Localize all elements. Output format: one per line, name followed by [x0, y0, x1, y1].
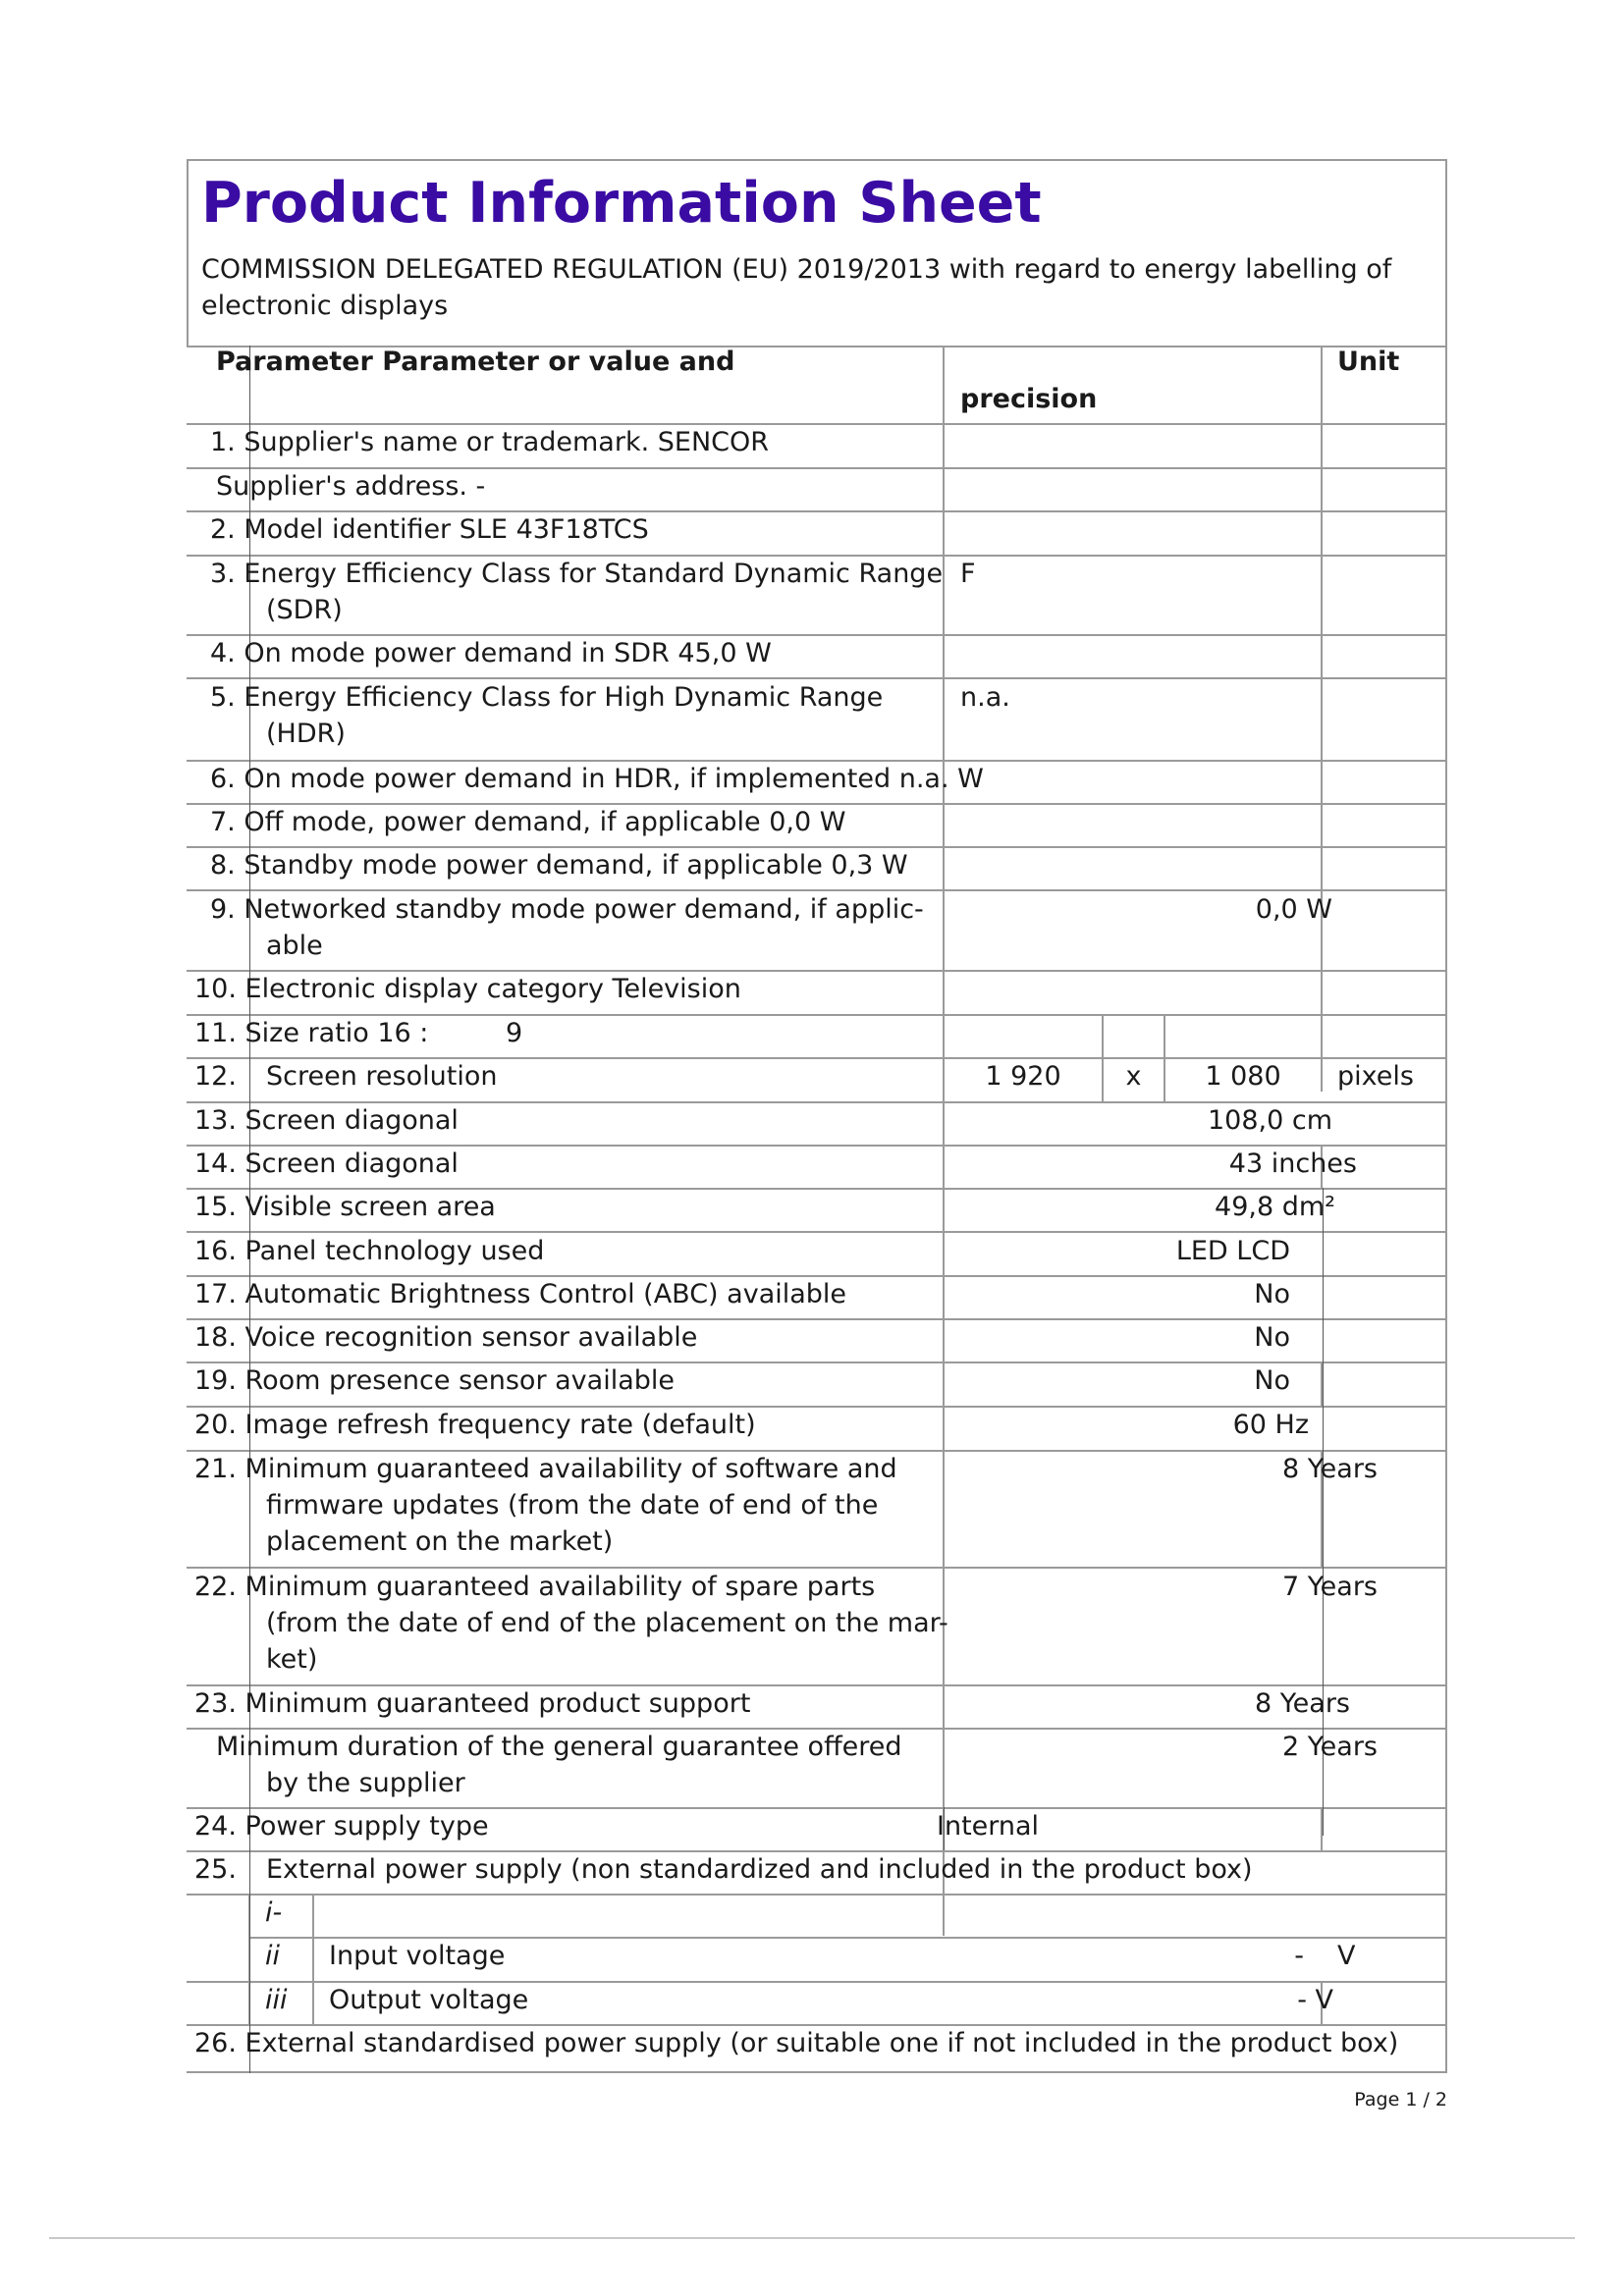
row-divider — [187, 467, 1447, 469]
page-number: Page 1 / 2 — [1354, 2089, 1447, 2110]
frame-top — [187, 159, 1447, 161]
hdr-class-value: n.a. — [960, 682, 1010, 713]
row-refresh-rate: 20. Image refresh frequency rate (default) — [194, 1410, 756, 1440]
row-divider — [187, 1231, 1447, 1233]
diagonal-cm-value: 108,0 cm — [1207, 1105, 1332, 1136]
networked-standby-value: 0,0 W — [1255, 894, 1332, 925]
row-resolution: Screen resolution — [266, 1061, 498, 1092]
row-divider — [187, 634, 1447, 636]
header-unit: Unit — [1337, 347, 1400, 377]
input-voltage-value: - — [1294, 1941, 1304, 1971]
row-resolution-number: 12. — [194, 1061, 237, 1092]
row-divider — [187, 510, 1447, 512]
row-software-updates-cont: firmware updates (from the date of end of the — [266, 1490, 879, 1521]
row-divider — [187, 1101, 1447, 1103]
sub-item-ii: ii — [265, 1941, 281, 1971]
guarantee-value: 2 Years — [1282, 1732, 1378, 1762]
product-information-sheet — [187, 159, 1447, 2073]
input-voltage-label: Input voltage — [329, 1941, 506, 1971]
row-divider — [187, 1981, 1447, 1983]
row-divider — [187, 1850, 1447, 1852]
row-divider — [187, 970, 1447, 972]
row-diagonal-in: 14. Screen diagonal — [194, 1148, 459, 1179]
row-divider — [187, 760, 1447, 762]
product-support-value: 8 Years — [1255, 1688, 1350, 1719]
column-divider-value — [943, 346, 945, 1936]
row-networked-standby-cont: able — [266, 931, 323, 961]
row-power-supply-type: 24. Power supply type — [194, 1811, 489, 1842]
row-divider — [187, 2024, 1447, 2026]
row-divider — [187, 1275, 1447, 1277]
row-divider — [187, 846, 1447, 848]
resolution-height: 1 080 — [1205, 1061, 1281, 1092]
panel-technology-value: LED LCD — [1175, 1236, 1290, 1266]
row-standby: 8. Standby mode power demand, if applicable 0,3 W — [210, 850, 908, 881]
column-divider-unit — [1321, 346, 1323, 1092]
row-spare-parts-cont: (from the date of end of the placement on the mar- — [266, 1608, 948, 1638]
row-divider — [187, 423, 1447, 425]
regulation-subtitle: COMMISSION DELEGATED REGULATION (EU) 2019/2013 with regard to energy labelling of electronic displays — [201, 254, 1392, 321]
size-ratio-value: 9 — [506, 1018, 523, 1048]
row-divider — [187, 1318, 1447, 1320]
row-sdr-power: 4. On mode power demand in SDR 45,0 W — [210, 638, 772, 668]
sub-item-i: i- — [265, 1897, 283, 1928]
software-updates-value: 8 Years — [1282, 1454, 1378, 1484]
output-voltage-value: - V — [1297, 1985, 1333, 2015]
row-divider — [187, 803, 1447, 805]
row-software-updates: 21. Minimum guaranteed availability of software and — [194, 1454, 897, 1484]
row-guarantee-cont: by the supplier — [266, 1768, 465, 1798]
row-hdr-class: 5. Energy Efficiency Class for High Dynamic Range — [210, 682, 884, 713]
presence-sensor-value: No — [1254, 1365, 1290, 1396]
sub-item-iii: iii — [265, 1985, 288, 2015]
frame-left — [187, 159, 189, 346]
row-divider — [187, 1362, 1447, 1363]
row-display-category: 10. Electronic display category Television — [194, 974, 741, 1004]
frame-bottom — [187, 2071, 1447, 2073]
row-divider — [187, 1406, 1447, 1408]
row-product-support: 23. Minimum guaranteed product support — [194, 1688, 751, 1719]
row-divider — [187, 1145, 1447, 1147]
row-software-updates-cont: placement on the market) — [266, 1526, 614, 1557]
voice-sensor-value: No — [1254, 1322, 1290, 1353]
diagonal-in-value: 43 inches — [1228, 1148, 1357, 1179]
row-spare-parts: 22. Minimum guaranteed availability of spare parts — [194, 1572, 876, 1602]
header-parameter: Parameter Parameter or value and — [216, 347, 735, 377]
row-divider — [248, 1937, 1447, 1939]
row-size-ratio: 11. Size ratio 16 : — [194, 1018, 429, 1048]
row-supplier-name: 1. Supplier's name or trademark. SENCOR — [210, 427, 770, 457]
row-spare-parts-cont: ket) — [266, 1644, 318, 1675]
row-off-mode: 7. Off mode, power demand, if applicable 0,0 W — [210, 807, 846, 837]
row-divider — [187, 1450, 1447, 1452]
row-divider — [187, 555, 1447, 557]
row-divider — [187, 1684, 1447, 1686]
row-divider — [187, 1728, 1447, 1730]
row-sdr-class-cont: (SDR) — [266, 595, 343, 625]
visible-area-value: 49,8 dm² — [1215, 1192, 1335, 1222]
output-voltage-label: Output voltage — [329, 1985, 529, 2015]
row-sdr-class: 3. Energy Efficiency Class for Standard Dynamic Range — [210, 559, 944, 589]
row-hdr-class-cont: (HDR) — [266, 719, 346, 749]
row-diagonal-cm: 13. Screen diagonal — [194, 1105, 459, 1136]
input-voltage-unit: V — [1337, 1941, 1356, 1971]
row-external-psu-number: 25. — [194, 1854, 237, 1885]
row-divider — [187, 1807, 1447, 1809]
row-model-identifier: 2. Model identifier SLE 43F18TCS — [210, 514, 649, 545]
row-divider — [187, 1057, 1447, 1059]
row-hdr-power: 6. On mode power demand in HDR, if implemented n.a. W — [210, 764, 984, 794]
frame-right — [1445, 159, 1447, 2073]
row-divider — [187, 1188, 1447, 1190]
row-networked-standby: 9. Networked standby mode power demand, if applic- — [210, 894, 924, 925]
abc-value: No — [1254, 1279, 1290, 1309]
page-title: Product Information Sheet — [201, 171, 1042, 236]
row-external-psu: External power supply (non standardized and included in the product box) — [266, 1854, 1253, 1885]
row-divider — [187, 1014, 1447, 1016]
row-divider — [187, 677, 1447, 679]
row-abc: 17. Automatic Brightness Control (ABC) available — [194, 1279, 847, 1309]
row-voice-sensor: 18. Voice recognition sensor available — [194, 1322, 698, 1353]
row-supplier-address: Supplier's address. - — [216, 471, 486, 502]
sub-item-divider — [312, 1894, 314, 2024]
row-divider — [187, 889, 1447, 891]
refresh-rate-value: 60 Hz — [1232, 1410, 1309, 1440]
row-divider — [187, 1894, 1447, 1896]
bottom-rule — [49, 2237, 1575, 2239]
resolution-width: 1 920 — [985, 1061, 1061, 1092]
resolution-unit: pixels — [1337, 1061, 1414, 1092]
header-precision: precision — [960, 384, 1098, 414]
sdr-class-value: F — [960, 559, 976, 589]
row-panel-technology: 16. Panel technology used — [194, 1236, 545, 1266]
row-external-standardised-psu: 26. External standardised power supply (or suitable one if not included in the product box) — [194, 2028, 1399, 2058]
row-guarantee: Minimum duration of the general guarantee offered — [216, 1732, 902, 1762]
spare-parts-value: 7 Years — [1282, 1572, 1378, 1602]
row-divider — [187, 1567, 1447, 1569]
power-supply-type-value: Internal — [937, 1811, 1040, 1842]
resolution-separator: x — [1125, 1061, 1142, 1092]
row-presence-sensor: 19. Room presence sensor available — [194, 1365, 676, 1396]
row-visible-area: 15. Visible screen area — [194, 1192, 496, 1222]
